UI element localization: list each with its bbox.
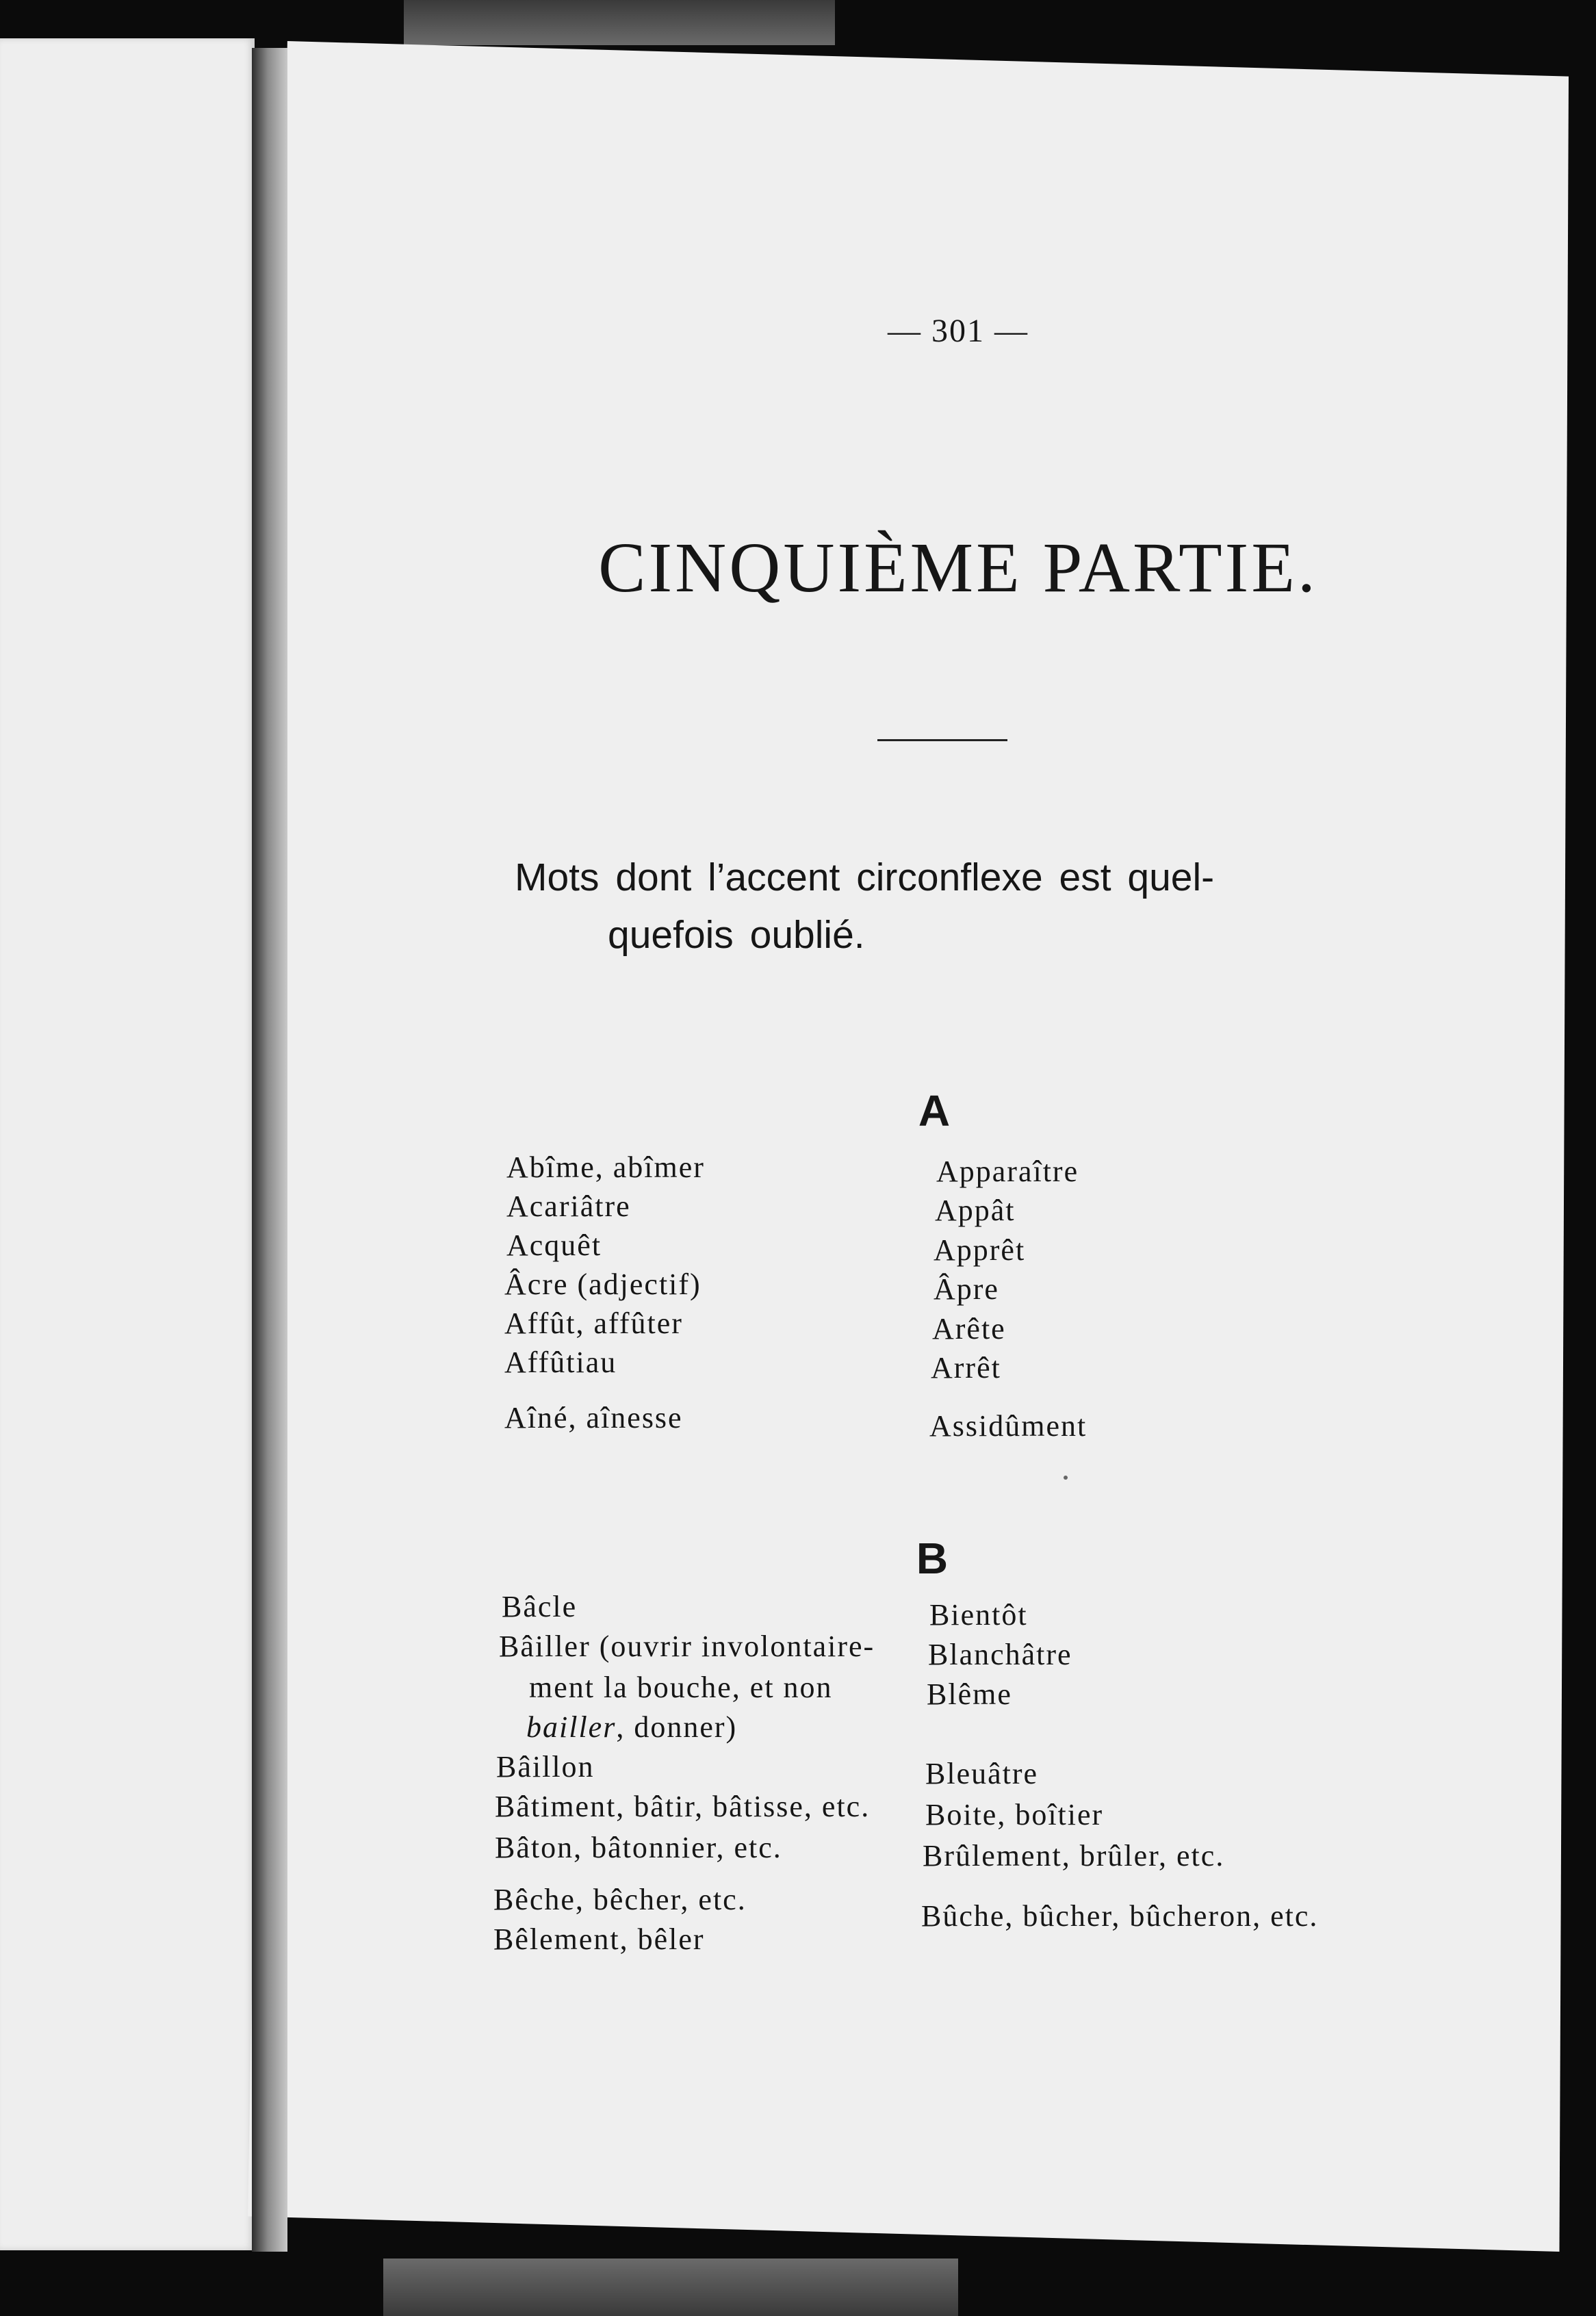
section-letter-b: B (916, 1534, 949, 1583)
word-entry: Bâcle (502, 1590, 578, 1623)
scan-background-bottom (383, 2259, 958, 2316)
word-entry: Appât (935, 1194, 1016, 1227)
word-entry: Boite, boîtier (925, 1798, 1104, 1831)
book-gutter (252, 48, 287, 2252)
word-entry: Apparaître (936, 1155, 1079, 1188)
word-entry: Bêche, bêcher, etc. (493, 1883, 747, 1916)
section-subtitle (515, 849, 1398, 964)
word-entry: Abîme, abîmer (506, 1150, 705, 1184)
word-entry: Bleuâtre (925, 1757, 1039, 1790)
page-number: — 301 — (888, 313, 1029, 349)
word-entry: Apprêt (934, 1233, 1026, 1267)
word-entry: Blanchâtre (928, 1638, 1072, 1671)
word-entry: ment la bouche, et non (529, 1671, 833, 1704)
ink-speck (1064, 1476, 1068, 1480)
word-entry: Bêlement, bêler (493, 1922, 705, 1956)
part-title: CINQUIÈME PARTIE. (598, 528, 1318, 607)
word-entry: Arête (932, 1312, 1006, 1346)
word-entry: Bâton, bâtonnier, etc. (495, 1831, 782, 1864)
word-entry: Âpre (934, 1272, 999, 1306)
section-letter-a: A (918, 1086, 951, 1135)
word-entry: Affût, affûter (504, 1307, 683, 1340)
subtitle-line-2: quefois oublié. (608, 913, 865, 957)
right-page (248, 41, 1569, 2252)
divider-rule (877, 739, 1007, 741)
word-entry: Aîné, aînesse (504, 1401, 683, 1434)
word-entry: Acquêt (506, 1228, 602, 1262)
italic-word: bailler (526, 1710, 617, 1744)
word-entry: Blême (927, 1677, 1012, 1711)
scan-background-top (404, 0, 835, 45)
word-entry: bailler, donner) (526, 1710, 738, 1744)
word-entry: Âcre (adjectif) (504, 1268, 702, 1301)
word-entry: Brûlement, brûler, etc. (923, 1839, 1225, 1873)
word-entry: Affûtiau (504, 1346, 617, 1379)
word-entry: Bientôt (929, 1598, 1028, 1632)
word-entry: Bûche, bûcher, bûcheron, etc. (921, 1899, 1319, 1933)
word-entry: Bâiller (ouvrir involontaire- (499, 1630, 875, 1663)
subtitle-line-1: Mots dont l’accent circonflexe est quel- (515, 855, 1215, 899)
word-entry: Arrêt (931, 1351, 1001, 1385)
word-entry: Acariâtre (506, 1189, 631, 1223)
word-entry: Assidûment (929, 1409, 1087, 1443)
word-entry: Bâtiment, bâtir, bâtisse, etc. (495, 1790, 871, 1823)
word-entry: Bâillon (496, 1750, 595, 1784)
left-page (0, 38, 255, 2250)
